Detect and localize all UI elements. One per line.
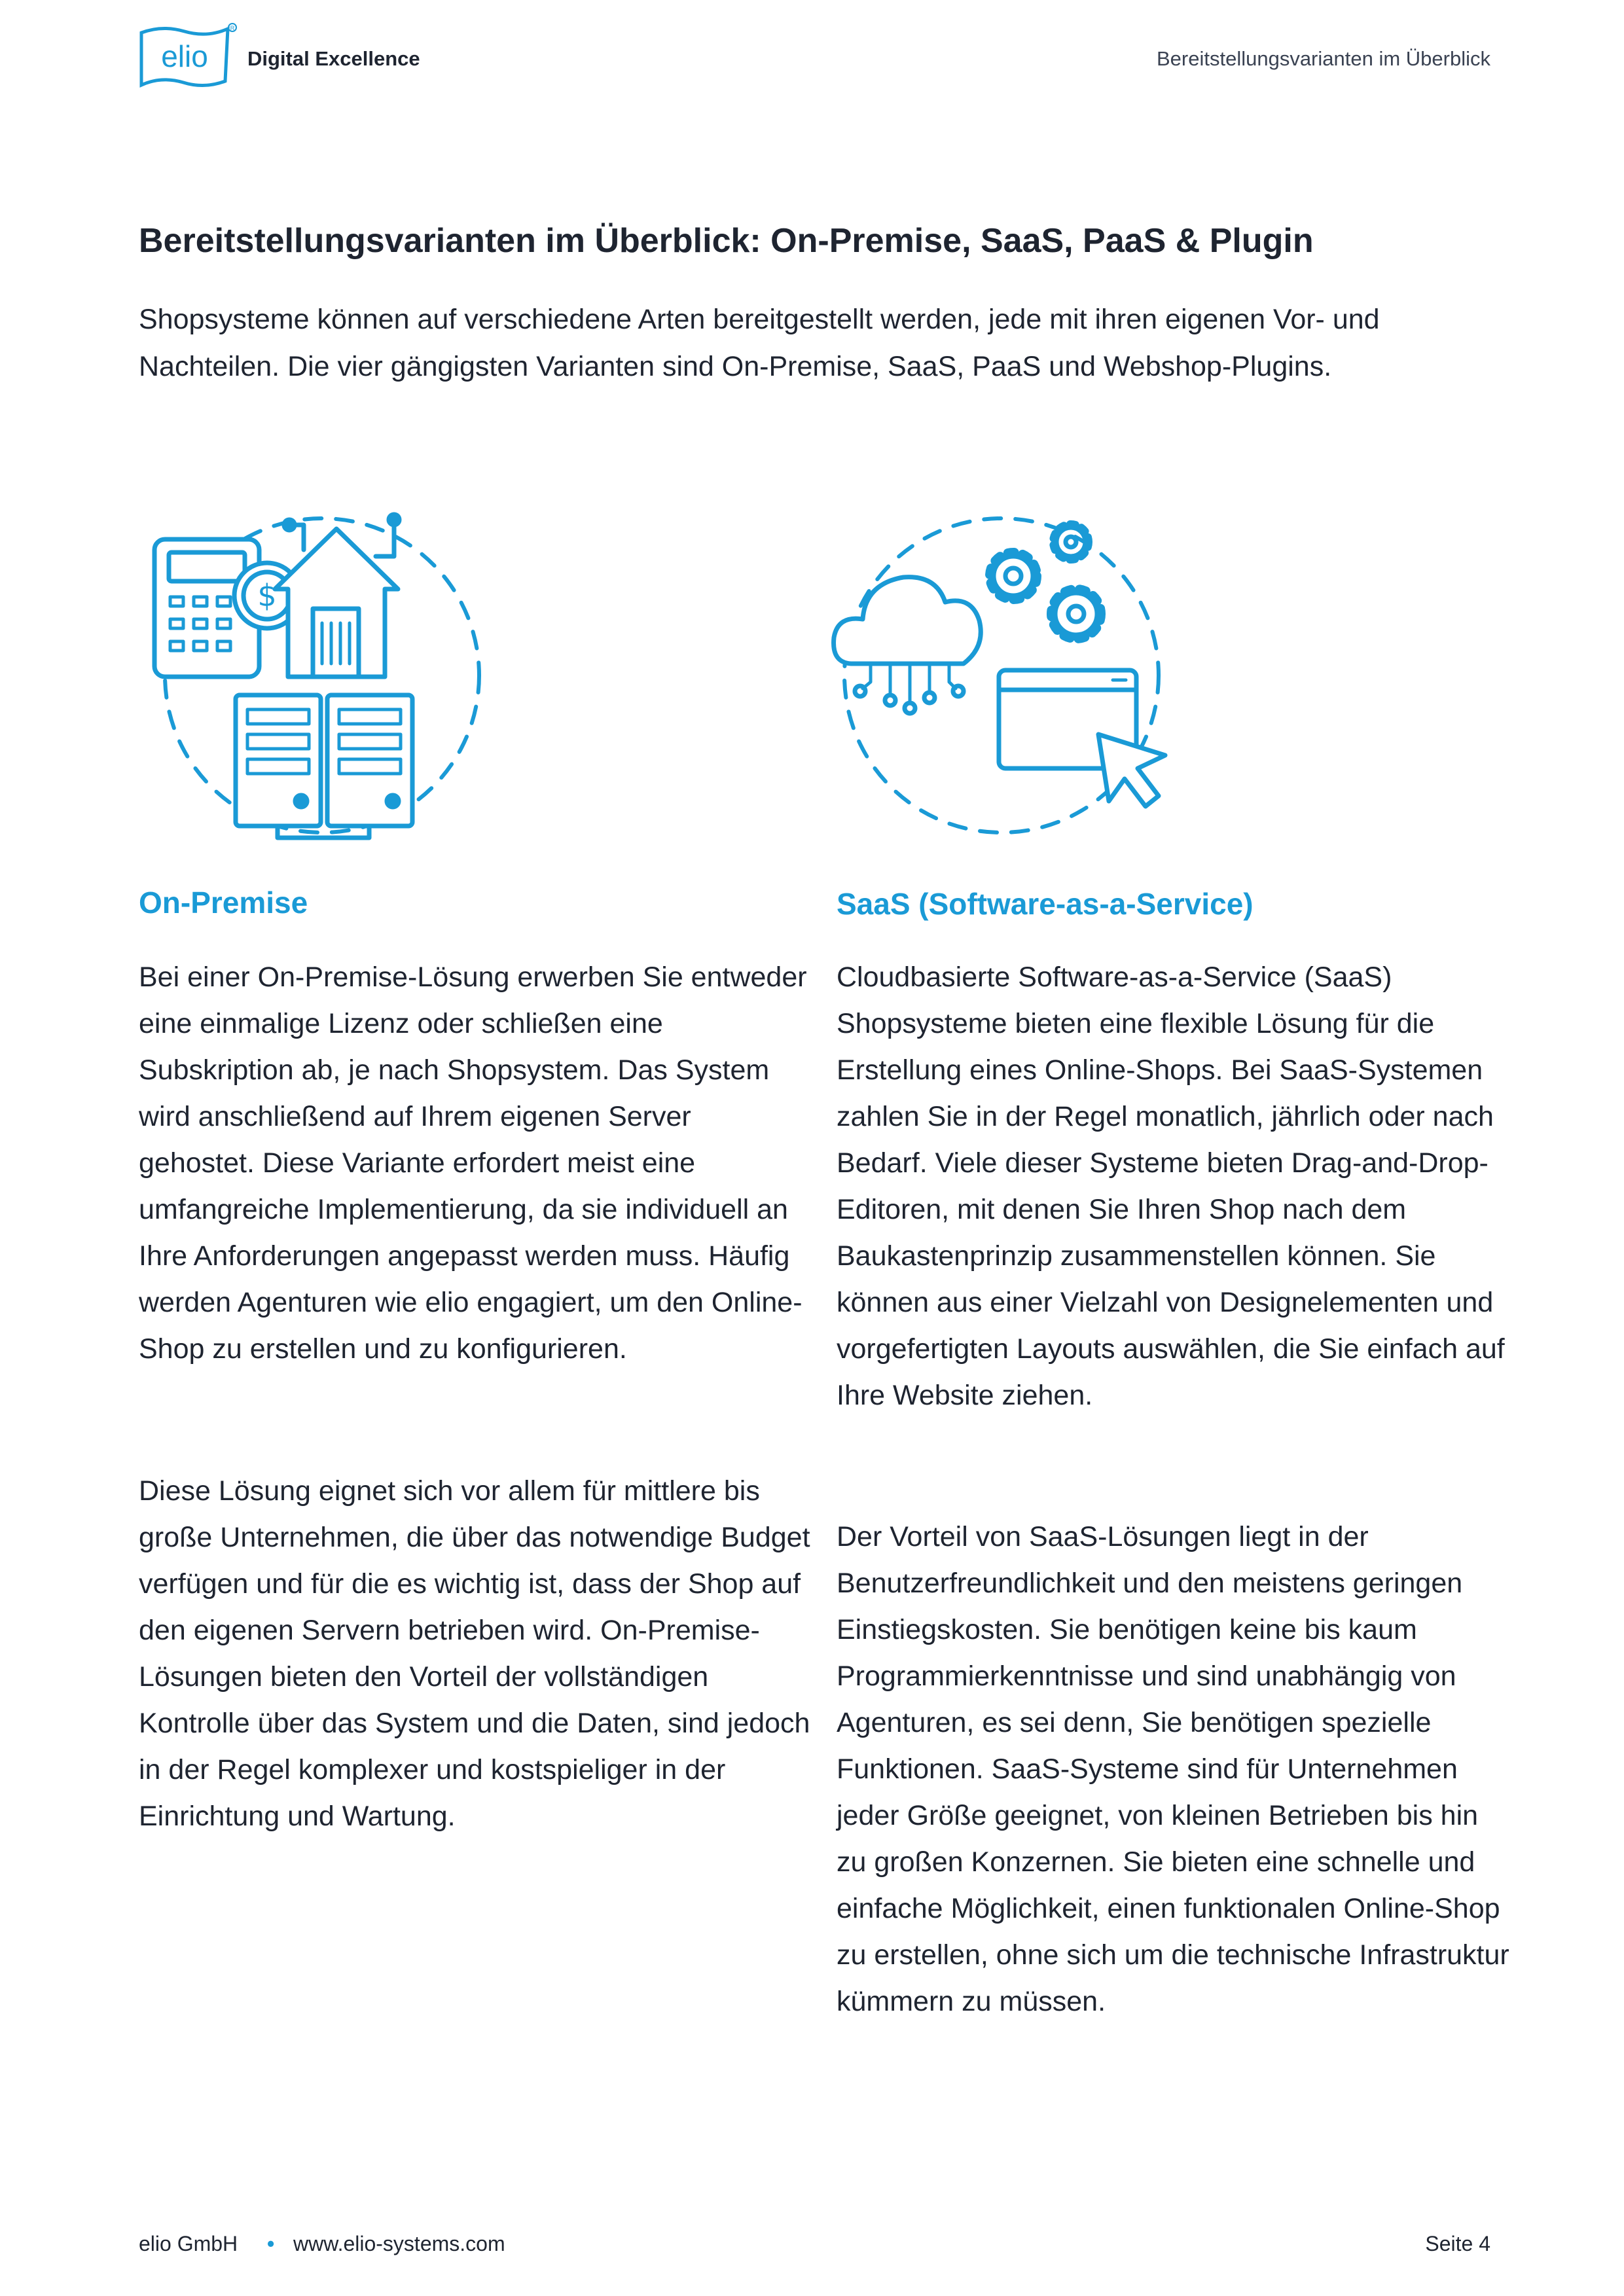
saas-heading: SaaS (Software-as-a-Service) — [837, 887, 1254, 921]
footer-company: elio GmbH — [139, 2232, 238, 2255]
svg-text:R: R — [230, 25, 235, 31]
footer-separator: • — [267, 2232, 275, 2255]
saas-paragraph-1: Cloudbasierte Software-as-a-Service (SaaS) Shopsysteme bieten eine flexible Lösung für die Erstellung eines Online-Shops. Bei SaaS-Systemen zahlen Sie in der Regel monatlich, jährlich oder nach Bedarf. Viele dieser Systeme bieten Drag-and-Drop-Editoren, mit denen Sie Ihren Shop nach dem Baukastenprinzip zusammenstellen können. Sie können aus einer Vielzahl von Designelementen und vorgefertigten Layouts auswählen, die Sie einfach auf Ihre Website ziehen. — [837, 961, 1505, 1411]
intro-paragraph: Shopsysteme können auf verschiedene Arten bereitgestellt werden, jede mit ihren eigenen Vor- und Nachteilen. Die vier gängigsten Varianten sind On-Premise, SaaS, PaaS und Webshop-Plugins. — [139, 304, 1380, 382]
brand-tagline: Digital Excellence — [247, 47, 420, 70]
on-premise-paragraph-2: Diese Lösung eignet sich vor allem für mittlere bis große Unternehmen, die über das notwendige Budget verfügen und für die es wichtig ist, dass der Shop auf den eigenen Servern betrieben wird. On-Premise-Lösungen bieten den Vorteil der vollständigen Kontrolle über das System und die Daten, sind jedoch in der Regel komplexer und kostspieliger in der Einrichtung und Wartung. — [139, 1475, 810, 1832]
on-premise-heading: On-Premise — [139, 886, 308, 920]
logo-wordmark: elio — [161, 39, 208, 73]
page-header — [139, 21, 1490, 93]
on-premise-illustration-icon — [139, 499, 492, 852]
saas-cloud-illustration-icon — [825, 499, 1178, 852]
footer-website-link[interactable]: www.elio-systems.com — [293, 2232, 505, 2255]
svg-text:$: $ — [257, 578, 277, 613]
on-premise-paragraph-1: Bei einer On-Premise-Lösung erwerben Sie entweder eine einmalige Lizenz oder schließen eine Subskription ab, je nach Shopsystem. Das System wird anschließend auf Ihrem eigenen Server gehostet. Diese Variante erfordert meist eine umfangreiche Implementierung, da sie individuell an Ihre Anforderungen angepasst werden muss. Häufig werden Agenturen wie elio engagiert, um den Online-Shop zu erstellen und zu konfigurieren. — [139, 961, 807, 1365]
footer-page-number: Seite 4 — [1425, 2232, 1490, 2255]
elio-logo[interactable] — [139, 21, 237, 93]
page-title: Bereitstellungsvarianten im Überblick: On-Premise, SaaS, PaaS & Plugin — [139, 222, 1314, 260]
header-section-title: Bereitstellungsvarianten im Überblick — [1156, 47, 1490, 70]
saas-paragraph-2: Der Vorteil von SaaS-Lösungen liegt in der Benutzerfreundlichkeit und den meistens geringen Einstiegskosten. Sie benötigen keine bis kaum Programmierkenntnisse und sind unabhängig von Agenturen, es sei denn, Sie benötigen spezielle Funktionen. SaaS-Systeme sind für Unternehmen jeder Größe geeignet, von kleinen Betrieben bis hin zu großen Konzernen. Sie bieten eine schnelle und einfache Möglichkeit, einen funktionalen Online-Shop zu erstellen, ohne sich um die technische Infrastruktur kümmern zu müssen. — [837, 1521, 1509, 2017]
